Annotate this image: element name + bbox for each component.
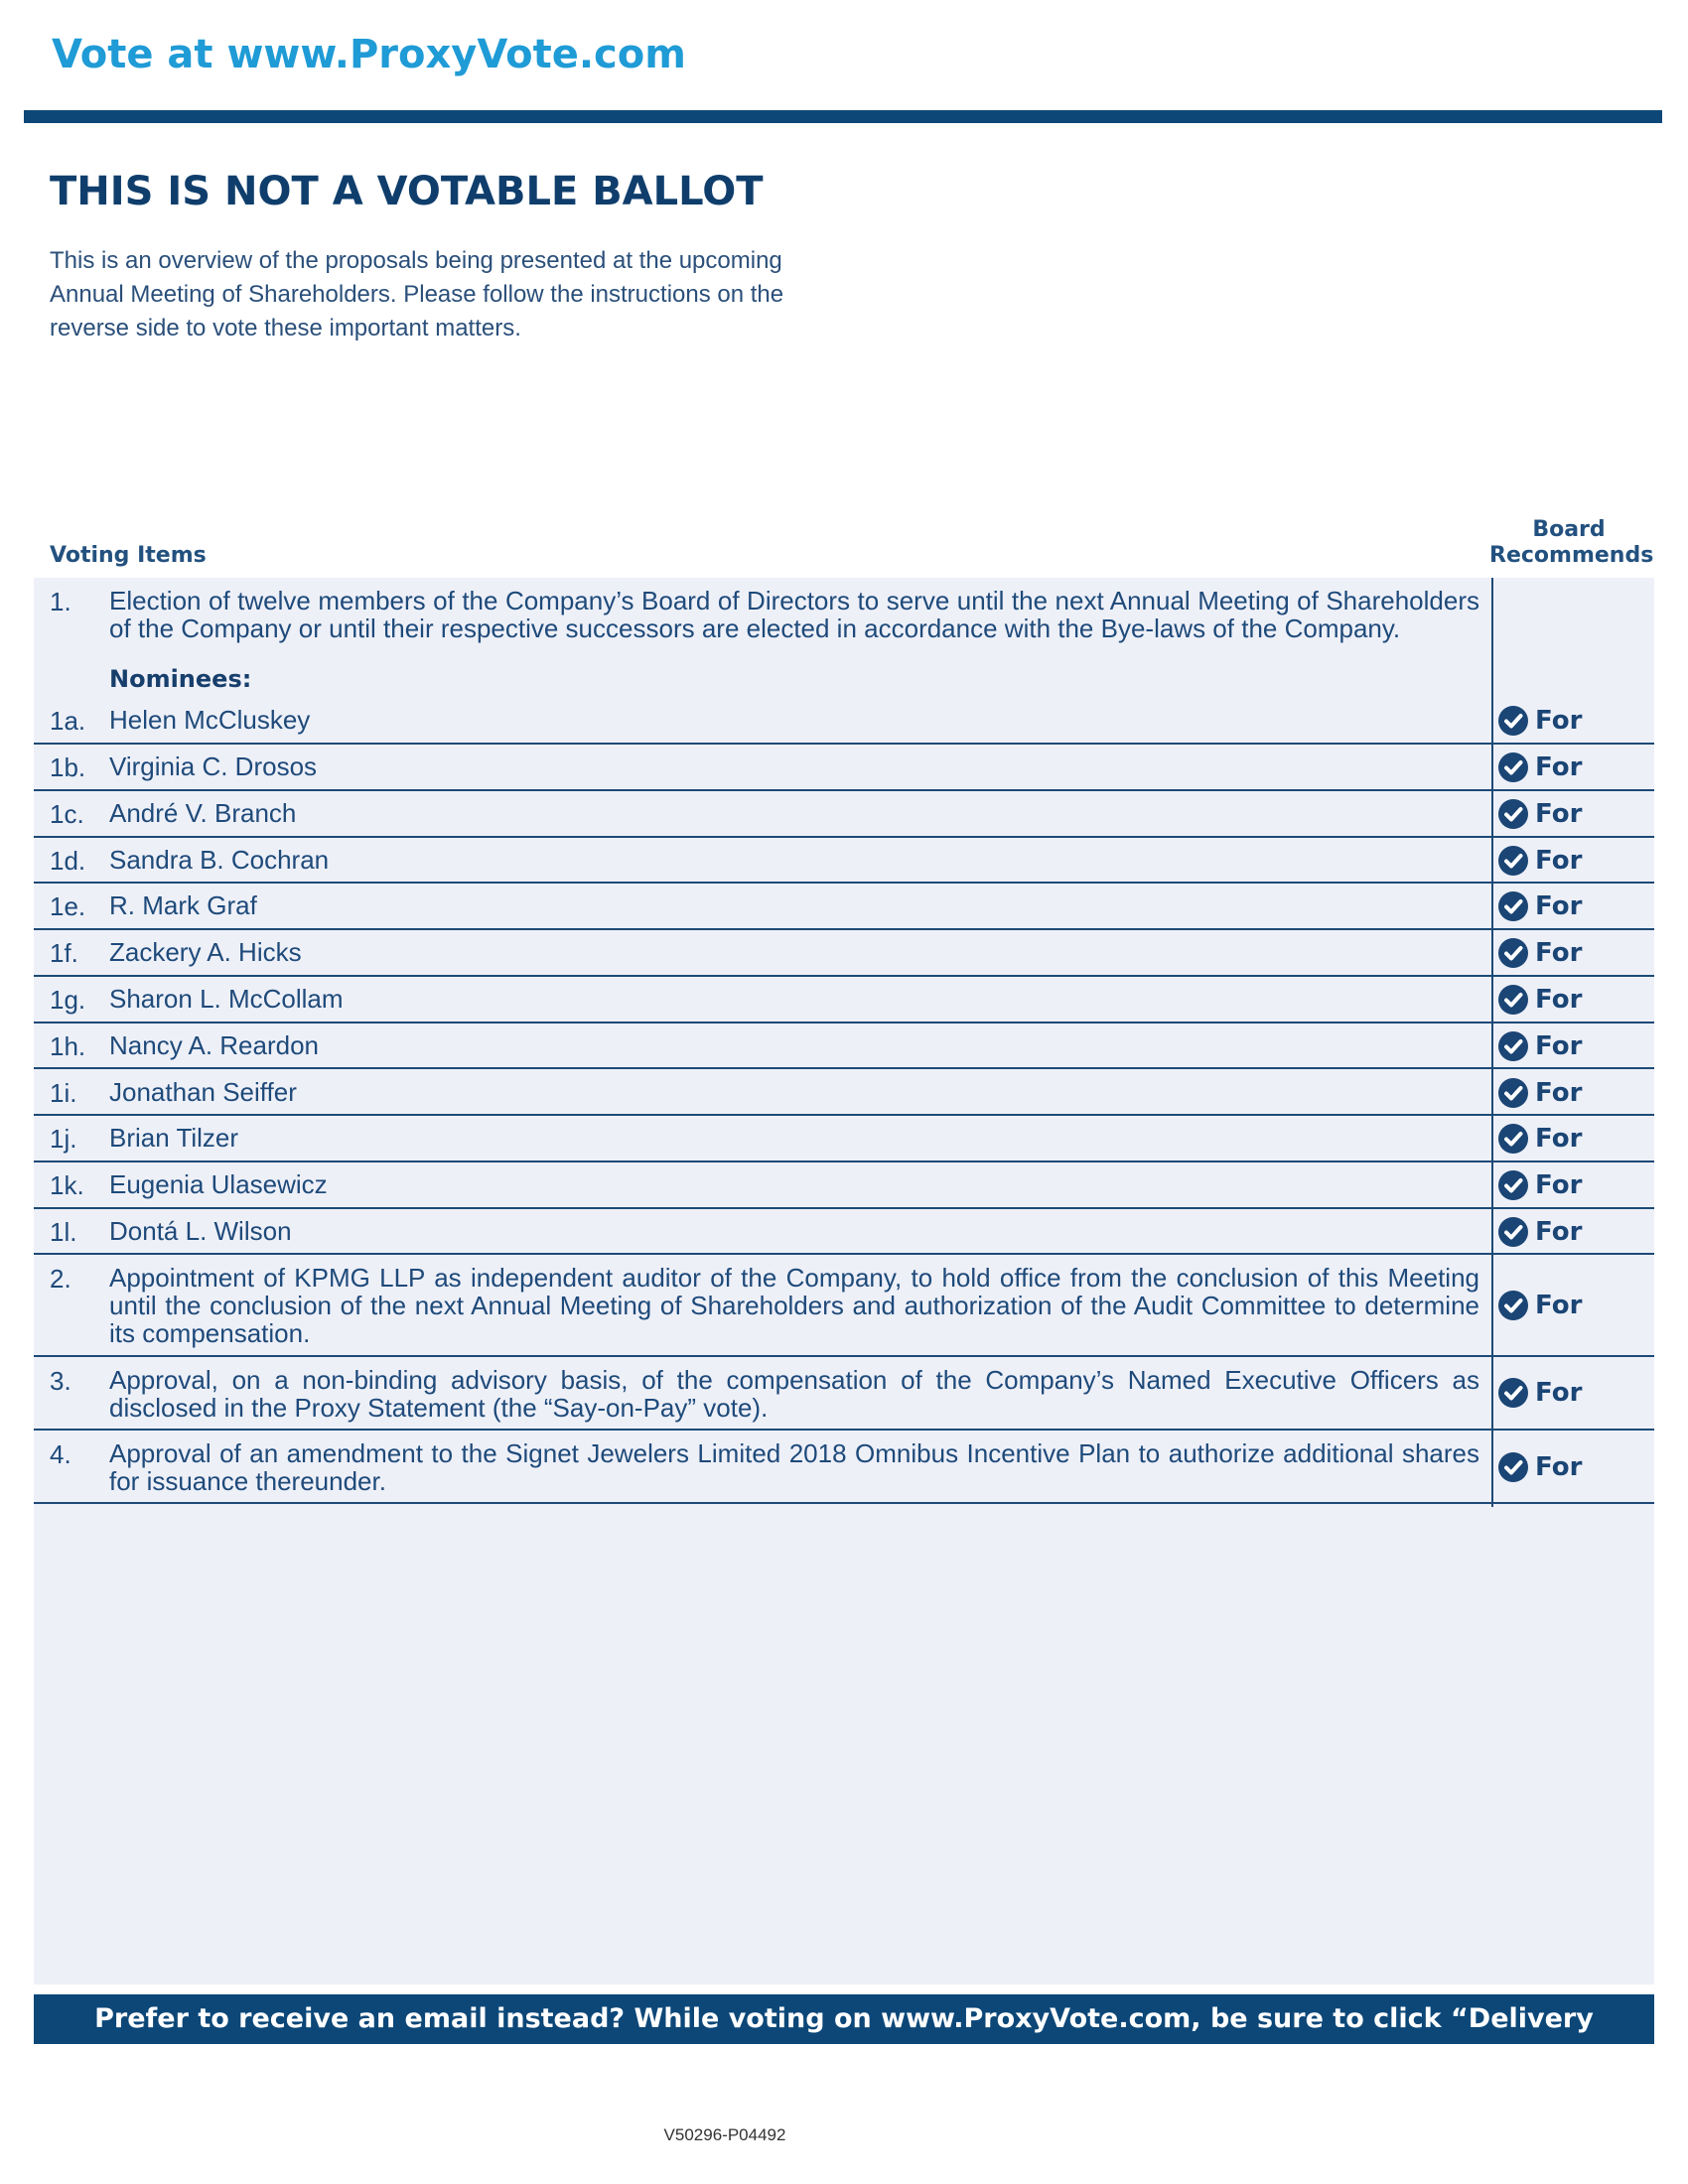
- row-divider: [34, 1253, 1654, 1255]
- nominee-name: Helen McCluskey: [109, 705, 311, 735]
- board-recommendation: [1497, 1376, 1582, 1410]
- intro-text: This is an overview of the proposals being presented at the upcoming Annual Meeting of Shareholders. Please follow the instructions on the reverse side to vote these important matters.: [50, 247, 784, 341]
- board-recommendation: [1497, 1168, 1582, 1202]
- check-circle-icon: [1497, 1169, 1529, 1201]
- recommendation-label: For: [1535, 1217, 1583, 1247]
- row-divider: [34, 1429, 1654, 1431]
- check-circle-icon: [1497, 1377, 1529, 1409]
- nominee-name: André V. Branch: [109, 798, 297, 828]
- recommendation-label: For: [1535, 1291, 1583, 1320]
- check-circle-icon: [1497, 705, 1529, 737]
- nominee-number: 1d.: [50, 846, 86, 876]
- row-divider: [34, 882, 1654, 884]
- check-circle-icon: [1497, 798, 1529, 830]
- header-url: Vote at www.ProxyVote.com: [52, 32, 686, 77]
- check-circle-icon: [1497, 1077, 1529, 1109]
- proposal-text: Approval of an amendment to the Signet Jewelers Limited 2018 Omnibus Incentive Plan to authorize additional shares for issuance thereunder.: [109, 1438, 1479, 1496]
- check-circle-icon: [1497, 1030, 1529, 1062]
- document-code: V50296-P04492: [663, 2125, 786, 2144]
- row-divider: [34, 743, 1654, 745]
- row-divider: [34, 975, 1654, 977]
- nominee-number: 1g.: [50, 985, 86, 1015]
- recommendation-label: For: [1535, 1078, 1583, 1108]
- nominee-number: 1h.: [50, 1031, 86, 1061]
- recommendation-label: For: [1535, 1124, 1583, 1154]
- voting-items-header: Voting Items: [50, 543, 207, 568]
- proposal-1-text: Election of twelve members of the Company’s Board of Directors to serve until the next Annual Meeting of Shareholders of the Company or until their respective successors are elected in accordance with the Bye-laws of the Company.: [109, 586, 1479, 643]
- nominee-name: Sandra B. Cochran: [109, 845, 330, 875]
- board-recommendation: [1497, 704, 1582, 738]
- row-divider: [34, 1207, 1654, 1209]
- top-rule: [24, 110, 1662, 123]
- row-divider: [34, 1160, 1654, 1162]
- nominee-name: Eugenia Ulasewicz: [109, 1169, 328, 1199]
- row-divider: [34, 789, 1654, 791]
- check-circle-icon: [1497, 1123, 1529, 1155]
- delivery-settings-banner: Prefer to receive an email instead? While voting on www.ProxyVote.com, be sure to click “Delivery Settings”.: [34, 1994, 1654, 2044]
- recommendation-label: For: [1535, 938, 1583, 968]
- check-circle-icon: [1497, 1451, 1529, 1483]
- board-recommendation: [1497, 1029, 1582, 1063]
- board-recommendation: [1497, 936, 1582, 970]
- board-recommendation: [1497, 1122, 1582, 1156]
- board-recommends-header: [1489, 517, 1654, 569]
- nominee-number: 1f.: [50, 938, 78, 968]
- row-divider: [34, 1355, 1654, 1357]
- nominee-name: Jonathan Seiffer: [109, 1077, 297, 1107]
- row-divider: [34, 1114, 1654, 1116]
- board-recommendation: [1497, 1076, 1582, 1110]
- check-circle-icon: [1497, 845, 1529, 877]
- proposal-text: Approval, on a non-binding advisory basis, of the compensation of the Company’s Named Executive Officers as disclosed in the Proxy Statement (the “Say-on-Pay” vote).: [109, 1365, 1479, 1423]
- nominee-number: 1i.: [50, 1078, 77, 1108]
- nominee-number: 1e.: [50, 891, 86, 921]
- nominee-name: Sharon L. McCollam: [109, 984, 344, 1014]
- nominee-name: Brian Tilzer: [109, 1123, 239, 1153]
- page-title: THIS IS NOT A VOTABLE BALLOT: [50, 169, 764, 214]
- nominee-number: 1b.: [50, 752, 86, 782]
- recommendation-label: For: [1535, 891, 1583, 921]
- recommendation-label: For: [1535, 1170, 1583, 1200]
- recommendation-label: For: [1535, 1452, 1583, 1482]
- nominee-name: Zackery A. Hicks: [109, 937, 302, 967]
- check-circle-icon: [1497, 937, 1529, 969]
- nominee-number: 1j.: [50, 1124, 77, 1154]
- row-divider: [34, 1022, 1654, 1024]
- proposal-text: Appointment of KPMG LLP as independent auditor of the Company, to hold office from the conclusion of this Meeting until the conclusion of the next Annual Meeting of Shareholders and authorization of the Audit Committee to determine its compensation.: [109, 1263, 1479, 1348]
- proposal-number: 4.: [50, 1439, 71, 1469]
- check-circle-icon: [1497, 1290, 1529, 1321]
- nominee-number: 1a.: [50, 706, 86, 736]
- nominees-label: Nominees:: [109, 665, 252, 693]
- proposal-number: 3.: [50, 1366, 71, 1396]
- recommendation-label: For: [1535, 1031, 1583, 1061]
- column-divider: [1491, 578, 1493, 1507]
- nominee-name: Nancy A. Reardon: [109, 1030, 320, 1060]
- nominee-number: 1c.: [50, 799, 84, 829]
- recommendation-label: For: [1535, 1378, 1583, 1408]
- proposal-1-number: 1.: [50, 587, 71, 616]
- nominee-name: R. Mark Graf: [109, 890, 257, 920]
- check-circle-icon: [1497, 890, 1529, 922]
- board-header-line1: Board: [1532, 517, 1606, 542]
- check-circle-icon: [1497, 1216, 1529, 1248]
- check-circle-icon: [1497, 984, 1529, 1016]
- row-divider: [34, 836, 1654, 838]
- board-recommendation: [1497, 1215, 1582, 1249]
- row-divider: [34, 1502, 1654, 1504]
- recommendation-label: For: [1535, 706, 1583, 736]
- recommendation-label: For: [1535, 846, 1583, 876]
- nominee-number: 1k.: [50, 1170, 84, 1200]
- board-recommendation: [1497, 889, 1582, 923]
- board-recommendation: [1497, 1289, 1582, 1322]
- proposal-number: 2.: [50, 1264, 71, 1294]
- recommendation-label: For: [1535, 985, 1583, 1015]
- board-header-line2: Recommends: [1489, 543, 1654, 568]
- board-recommendation: [1497, 1450, 1582, 1484]
- recommendation-label: For: [1535, 799, 1583, 829]
- recommendation-label: For: [1535, 752, 1583, 782]
- nominee-number: 1l.: [50, 1217, 77, 1247]
- board-recommendation: [1497, 797, 1582, 831]
- nominee-name: Dontá L. Wilson: [109, 1216, 292, 1246]
- board-recommendation: [1497, 751, 1582, 784]
- row-divider: [34, 928, 1654, 930]
- nominee-name: Virginia C. Drosos: [109, 751, 318, 781]
- board-recommendation: [1497, 844, 1582, 878]
- check-circle-icon: [1497, 751, 1529, 783]
- row-divider: [34, 1067, 1654, 1069]
- board-recommendation: [1497, 983, 1582, 1017]
